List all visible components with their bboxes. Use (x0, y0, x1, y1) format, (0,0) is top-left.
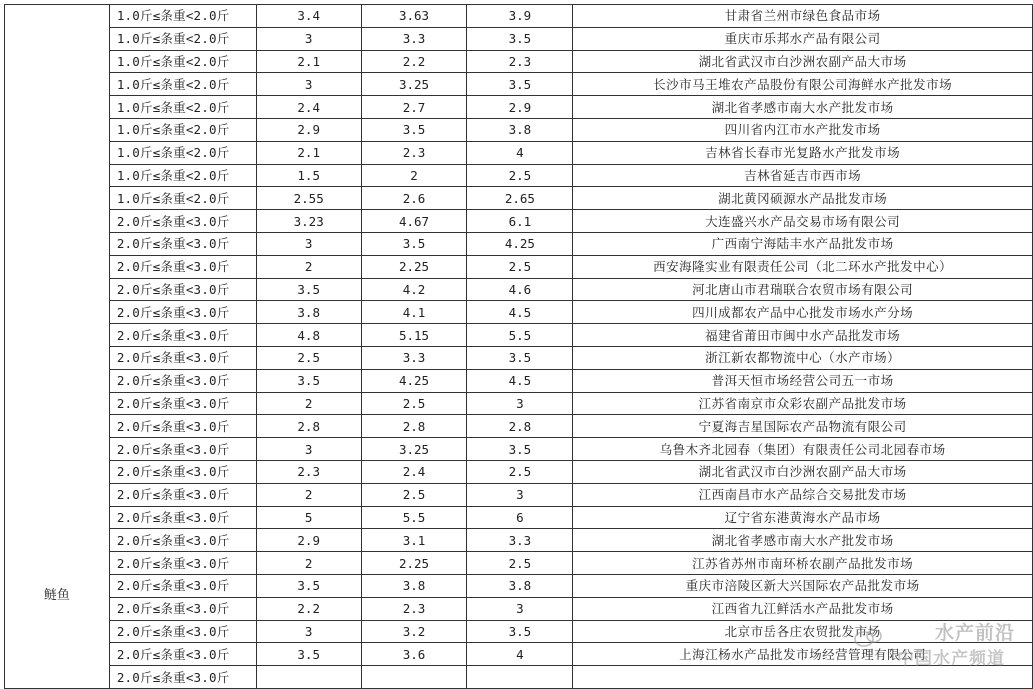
low-price-cell: 1.5 (256, 164, 361, 187)
avg-price-cell: 3.1 (361, 529, 467, 552)
avg-price-cell: 4.1 (361, 301, 467, 324)
low-price-cell: 2 (256, 255, 361, 278)
high-price-cell: 3.5 (467, 620, 573, 643)
low-price-cell: 2 (256, 392, 361, 415)
weight-spec-cell: 1.0斤≤条重<2.0斤 (109, 164, 256, 187)
table-row (5, 552, 1033, 575)
high-price-cell: 3 (467, 392, 573, 415)
high-price-cell: 2.5 (467, 552, 573, 575)
avg-price-cell: 3.25 (361, 73, 467, 96)
market-name-cell: 广西南宁海陆丰水产品批发市场 (573, 232, 1033, 255)
table-row (5, 141, 1033, 164)
high-price-cell: 3 (467, 597, 573, 620)
weight-spec-cell: 2.0斤≤条重<3.0斤 (109, 438, 256, 461)
weight-spec-cell: 2.0斤≤条重<3.0斤 (109, 483, 256, 506)
market-name-cell: 西安海隆实业有限责任公司（北二环水产批发中心） (573, 255, 1033, 278)
high-price-cell (467, 666, 573, 689)
table-row (5, 301, 1033, 324)
high-price-cell: 6.1 (467, 210, 573, 233)
avg-price-cell: 2.25 (361, 255, 467, 278)
weight-spec-cell: 2.0斤≤条重<3.0斤 (109, 301, 256, 324)
table-row (5, 506, 1033, 529)
avg-price-cell: 3.2 (361, 620, 467, 643)
avg-price-cell: 3.63 (361, 5, 467, 28)
low-price-cell: 5 (256, 506, 361, 529)
avg-price-cell: 3.8 (361, 574, 467, 597)
market-name-cell: 四川省内江市水产批发市场 (573, 118, 1033, 141)
table-row (5, 73, 1033, 96)
weight-spec-cell: 1.0斤≤条重<2.0斤 (109, 96, 256, 119)
low-price-cell: 3 (256, 73, 361, 96)
market-name-cell: 湖北黄冈硕源水产品批发市场 (573, 187, 1033, 210)
weight-spec-cell: 1.0斤≤条重<2.0斤 (109, 5, 256, 28)
market-name-cell: 重庆市涪陵区新大兴国际农产品批发市场 (573, 574, 1033, 597)
high-price-cell: 4.5 (467, 369, 573, 392)
market-name-cell: 湖北省孝感市南大水产批发市场 (573, 529, 1033, 552)
low-price-cell: 2.1 (256, 141, 361, 164)
weight-spec-cell: 1.0斤≤条重<2.0斤 (109, 187, 256, 210)
table-row (5, 232, 1033, 255)
avg-price-cell: 2.5 (361, 483, 467, 506)
market-name-cell: 福建省莆田市闽中水产品批发市场 (573, 324, 1033, 347)
weight-spec-cell: 2.0斤≤条重<3.0斤 (109, 597, 256, 620)
avg-price-cell: 5.15 (361, 324, 467, 347)
high-price-cell: 2.5 (467, 164, 573, 187)
low-price-cell: 2.5 (256, 346, 361, 369)
market-name-cell (573, 666, 1033, 689)
market-name-cell: 江苏省苏州市南环桥农副产品批发市场 (573, 552, 1033, 575)
weight-spec-cell: 1.0斤≤条重<2.0斤 (109, 27, 256, 50)
high-price-cell: 2.8 (467, 415, 573, 438)
market-name-cell: 吉林省延吉市西市场 (573, 164, 1033, 187)
price-table-body (5, 5, 1033, 689)
weight-spec-cell: 2.0斤≤条重<3.0斤 (109, 643, 256, 666)
avg-price-cell: 3.3 (361, 346, 467, 369)
low-price-cell: 2.9 (256, 118, 361, 141)
high-price-cell: 5.5 (467, 324, 573, 347)
avg-price-cell: 3.3 (361, 27, 467, 50)
watermark-logo-icon (853, 627, 883, 649)
high-price-cell: 2.5 (467, 460, 573, 483)
avg-price-cell: 2.4 (361, 460, 467, 483)
avg-price-cell: 2.25 (361, 552, 467, 575)
market-name-cell: 湖北省武汉市白沙洲农副产品大市场 (573, 50, 1033, 73)
table-row (5, 255, 1033, 278)
weight-spec-cell: 2.0斤≤条重<3.0斤 (109, 552, 256, 575)
high-price-cell: 2.65 (467, 187, 573, 210)
high-price-cell: 3.9 (467, 5, 573, 28)
low-price-cell (256, 666, 361, 689)
market-name-cell: 江苏省南京市众彩农副产品批发市场 (573, 392, 1033, 415)
high-price-cell: 3 (467, 483, 573, 506)
high-price-cell: 4.25 (467, 232, 573, 255)
market-name-cell: 江西南昌市水产品综合交易批发市场 (573, 483, 1033, 506)
low-price-cell: 2.3 (256, 460, 361, 483)
market-name-cell: 湖北省孝感市南大水产批发市场 (573, 96, 1033, 119)
weight-spec-cell: 2.0斤≤条重<3.0斤 (109, 574, 256, 597)
avg-price-cell: 2.2 (361, 50, 467, 73)
avg-price-cell (361, 666, 467, 689)
market-name-cell: 上海江杨水产品批发市场经营管理有限公司 (573, 643, 1033, 666)
table-row (5, 574, 1033, 597)
weight-spec-cell: 2.0斤≤条重<3.0斤 (109, 666, 256, 689)
low-price-cell: 2.2 (256, 597, 361, 620)
low-price-cell: 2.4 (256, 96, 361, 119)
weight-spec-cell: 2.0斤≤条重<3.0斤 (109, 232, 256, 255)
table-row (5, 118, 1033, 141)
avg-price-cell: 3.5 (361, 232, 467, 255)
low-price-cell: 3 (256, 27, 361, 50)
weight-spec-cell: 2.0斤≤条重<3.0斤 (109, 346, 256, 369)
weight-spec-cell: 2.0斤≤条重<3.0斤 (109, 255, 256, 278)
market-name-cell: 浙江新农都物流中心（水产市场） (573, 346, 1033, 369)
low-price-cell: 3.5 (256, 643, 361, 666)
high-price-cell: 3.8 (467, 574, 573, 597)
weight-spec-cell: 2.0斤≤条重<3.0斤 (109, 529, 256, 552)
low-price-cell: 4.8 (256, 324, 361, 347)
low-price-cell: 2.9 (256, 529, 361, 552)
high-price-cell: 3.5 (467, 27, 573, 50)
market-name-cell: 大连盛兴水产品交易市场有限公司 (573, 210, 1033, 233)
table-row (5, 392, 1033, 415)
weight-spec-cell: 2.0斤≤条重<3.0斤 (109, 278, 256, 301)
weight-spec-cell: 2.0斤≤条重<3.0斤 (109, 210, 256, 233)
watermark-title: 水产前沿 (934, 622, 1015, 644)
weight-spec-cell: 2.0斤≤条重<3.0斤 (109, 324, 256, 347)
low-price-cell: 2 (256, 552, 361, 575)
table-row (5, 5, 1033, 28)
avg-price-cell: 3.25 (361, 438, 467, 461)
table-row (5, 164, 1033, 187)
avg-price-cell: 2.8 (361, 415, 467, 438)
high-price-cell: 4.5 (467, 301, 573, 324)
low-price-cell: 2.55 (256, 187, 361, 210)
table-row (5, 187, 1033, 210)
table-row (5, 597, 1033, 620)
high-price-cell: 4.6 (467, 278, 573, 301)
low-price-cell: 3.23 (256, 210, 361, 233)
table-row (5, 460, 1033, 483)
high-price-cell: 3.8 (467, 118, 573, 141)
market-name-cell: 辽宁省东港黄海水产品市场 (573, 506, 1033, 529)
market-name-cell: 吉林省长春市光复路水产批发市场 (573, 141, 1033, 164)
market-name-cell: 长沙市马王堆农产品股份有限公司海鲜水产批发市场 (573, 73, 1033, 96)
table-row (5, 415, 1033, 438)
table-row (5, 438, 1033, 461)
avg-price-cell: 2.7 (361, 96, 467, 119)
low-price-cell: 3 (256, 232, 361, 255)
avg-price-cell: 5.5 (361, 506, 467, 529)
avg-price-cell: 4.2 (361, 278, 467, 301)
high-price-cell: 4 (467, 141, 573, 164)
high-price-cell: 3.5 (467, 346, 573, 369)
table-row (5, 278, 1033, 301)
weight-spec-cell: 1.0斤≤条重<2.0斤 (109, 50, 256, 73)
weight-spec-cell: 1.0斤≤条重<2.0斤 (109, 141, 256, 164)
low-price-cell: 3 (256, 620, 361, 643)
table-row (5, 210, 1033, 233)
avg-price-cell: 4.25 (361, 369, 467, 392)
weight-spec-cell: 2.0斤≤条重<3.0斤 (109, 620, 256, 643)
low-price-cell: 3.5 (256, 574, 361, 597)
weight-spec-cell: 2.0斤≤条重<3.0斤 (109, 392, 256, 415)
avg-price-cell: 3.5 (361, 118, 467, 141)
table-row (5, 369, 1033, 392)
market-name-cell: 甘肃省兰州市绿色食品市场 (573, 5, 1033, 28)
avg-price-cell: 4.67 (361, 210, 467, 233)
avg-price-cell: 2 (361, 164, 467, 187)
low-price-cell: 3.5 (256, 278, 361, 301)
high-price-cell: 3.5 (467, 438, 573, 461)
low-price-cell: 3.4 (256, 5, 361, 28)
table-row (5, 529, 1033, 552)
low-price-cell: 2.1 (256, 50, 361, 73)
avg-price-cell: 3.6 (361, 643, 467, 666)
low-price-cell: 3.8 (256, 301, 361, 324)
price-table (4, 4, 1033, 689)
weight-spec-cell: 1.0斤≤条重<2.0斤 (109, 118, 256, 141)
high-price-cell: 3.5 (467, 73, 573, 96)
weight-spec-cell: 2.0斤≤条重<3.0斤 (109, 506, 256, 529)
high-price-cell: 2.3 (467, 50, 573, 73)
table-row (5, 27, 1033, 50)
avg-price-cell: 2.5 (361, 392, 467, 415)
low-price-cell: 2 (256, 483, 361, 506)
table-row (5, 346, 1033, 369)
market-name-cell: 湖北省武汉市白沙洲农副产品大市场 (573, 460, 1033, 483)
low-price-cell: 3.5 (256, 369, 361, 392)
high-price-cell: 2.9 (467, 96, 573, 119)
weight-spec-cell: 2.0斤≤条重<3.0斤 (109, 460, 256, 483)
avg-price-cell: 2.3 (361, 141, 467, 164)
high-price-cell: 3.3 (467, 529, 573, 552)
market-name-cell: 重庆市乐邦水产品有限公司 (573, 27, 1033, 50)
market-name-cell: 普洱天恒市场经营公司五一市场 (573, 369, 1033, 392)
market-name-cell: 乌鲁木齐北园春（集团）有限责任公司北园春市场 (573, 438, 1033, 461)
low-price-cell: 3 (256, 438, 361, 461)
weight-spec-cell: 2.0斤≤条重<3.0斤 (109, 369, 256, 392)
high-price-cell: 4 (467, 643, 573, 666)
weight-spec-cell: 2.0斤≤条重<3.0斤 (109, 415, 256, 438)
market-name-cell: 宁夏海吉星国际农产品物流有限公司 (573, 415, 1033, 438)
avg-price-cell: 2.3 (361, 597, 467, 620)
table-row (5, 324, 1033, 347)
species-cell: 鲢鱼 (5, 5, 110, 689)
avg-price-cell: 2.6 (361, 187, 467, 210)
market-name-cell: 北京市岳各庄农贸批发市场 (573, 620, 1033, 643)
watermark-subtitle: 中国水产频道 (897, 649, 1005, 669)
weight-spec-cell: 1.0斤≤条重<2.0斤 (109, 73, 256, 96)
market-name-cell: 河北唐山市君瑞联合农贸市场有限公司 (573, 278, 1033, 301)
table-row (5, 666, 1033, 689)
low-price-cell: 2.8 (256, 415, 361, 438)
market-name-cell: 四川成都农产品中心批发市场水产分场 (573, 301, 1033, 324)
high-price-cell: 6 (467, 506, 573, 529)
table-row (5, 50, 1033, 73)
table-row (5, 483, 1033, 506)
market-name-cell: 江西省九江鲜活水产品批发市场 (573, 597, 1033, 620)
table-row (5, 96, 1033, 119)
high-price-cell: 2.5 (467, 255, 573, 278)
